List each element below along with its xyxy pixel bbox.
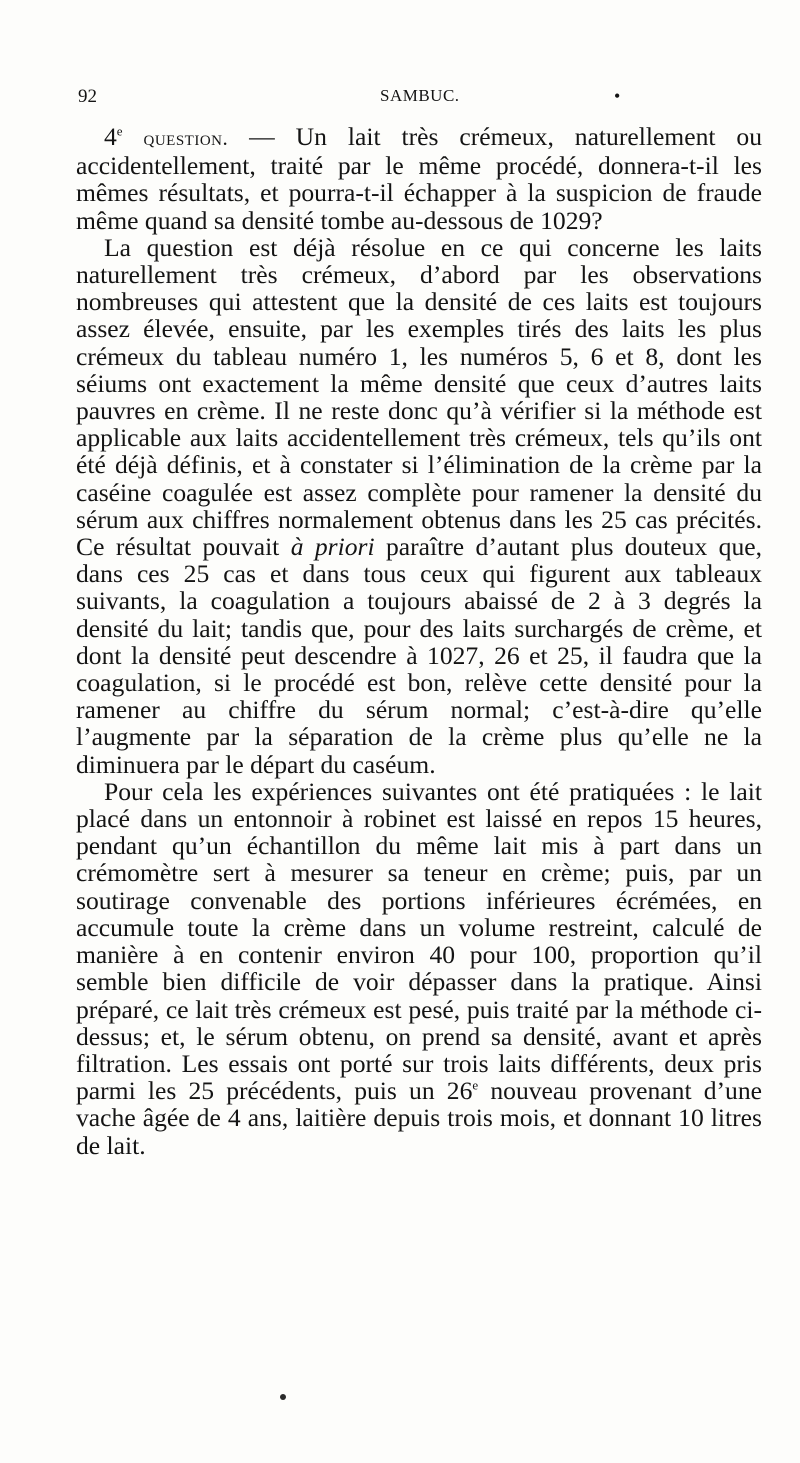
paragraph-experiments xyxy=(76,778,762,1159)
paragraph-text: paraître d’autant plus douteux que, dans ces 25 cas et dans tous ceux qui figurent aux tableaux suivants, la coagulation a toujours abaissé de 2 à 3 degrés la densité du lait; tandis que, pour des laits surchargés de crème, et dont la densité peut descendre à 1027, 26 et 25, il faudra que la coagulation, si le procédé est bon, relève cette densité pour la ramener au chiffre du sérum normal; c’est-à-dire qu’elle l’augmente par la séparation de la crème plus qu’elle ne la diminuera par le départ du caséum. xyxy=(76,532,762,779)
question-ordinal: 4 xyxy=(104,122,117,151)
paragraph-text: La question est déjà résolue en ce qui concerne les laits naturellement très crémeux, d’abord par les observations nombreuses qui attestent que la densité de ces laits est toujours assez élevée, ensuite, par les exemples tirés des laits les plus crémeux du tableau numéro 1, les numéros 5, 6 et 8, dont les séiums ont exactement la même densité que ceux d’autres laits pauvres en crème. Il ne reste donc qu’à vérifier si la méthode est applicable aux laits accidentellement très crémeux, tels qu’ils ont été déjà définis, et à constater si l’élimination de la crème par la caséine coagulée est assez complète pour ramener la densité du sérum aux chiffres normalement obtenus dans les 25 cas précités. Ce résultat pouvait xyxy=(76,232,762,562)
question-text: — Un lait très crémeux, naturellement ou accidentellement, traité par le même procédé, donnera-t-il les mêmes résultats, et pourra-t-il échapper à la suspicion de fraude même quand sa densité tombe au-dessous de 1029? xyxy=(76,122,762,235)
header-mark: • xyxy=(614,86,621,106)
running-head: SAMBUC. xyxy=(380,86,460,105)
paragraph-text: Pour cela les expériences suivantes ont été pratiquées : le lait placé dans un entonnoir à robinet est laissé en repos 15 heures, pendant qu’un échantillon du même lait mis à part dans un crémomètre sert à mesurer sa teneur en crème; puis, par un soutirage convenable des portions inférieures écrémées, en accumule toute la crème dans un volume restreint, calculé de manière à en contenir environ 40 pour 100, proportion qu’il semble bien difficile de voir dépasser dans la pratique. Ainsi préparé, ce lait très crémeux est pesé, puis traité par la méthode ci-dessus; et, le sérum obtenu, on prend sa densité, avant et après filtration. Les essais ont porté sur trois laits différents, deux pris parmi les 25 précédents, puis un 26 xyxy=(76,776,762,1106)
paragraph-question-4 xyxy=(76,123,762,234)
page-header xyxy=(78,86,758,116)
ordinal-superscript: e xyxy=(472,1077,479,1093)
paragraph-text: nouveau provenant d’une vache âgée de 4 ans, laitière depuis trois mois, et donnant 10 litres de lait. xyxy=(76,1076,762,1160)
paragraph-discussion xyxy=(76,234,762,778)
page-number: 92 xyxy=(78,86,97,107)
ink-dot xyxy=(280,1394,286,1400)
body-text xyxy=(76,123,762,1159)
ordinal-superscript: e xyxy=(116,123,123,139)
italic-phrase: à priori xyxy=(290,532,375,562)
question-label: question. xyxy=(143,126,229,150)
